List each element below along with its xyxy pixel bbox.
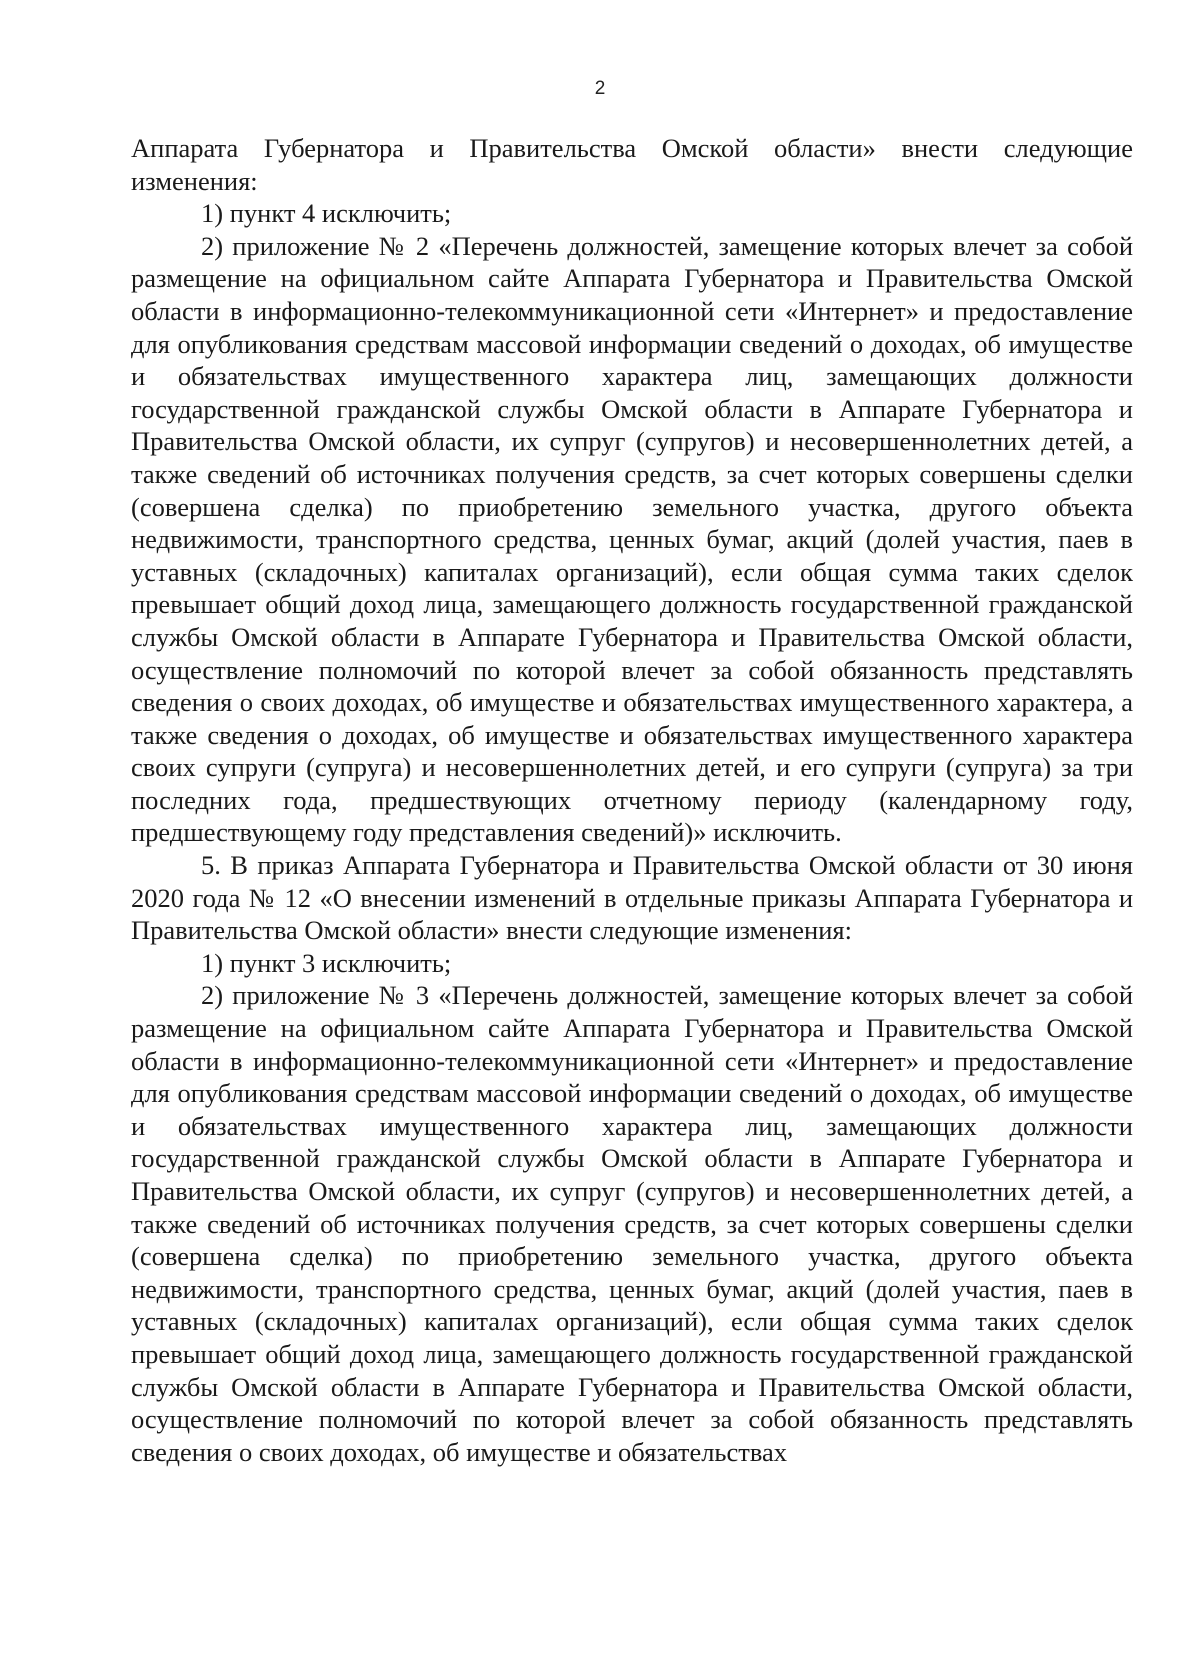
page-number: 2 [594, 78, 606, 99]
paragraph-item-1-point-4: 1) пункт 4 исключить; [201, 198, 452, 229]
paragraph-item-2-appendix-3: 2) приложение № 3 «Перечень должностей, замещение которых влечет за собой размещение на официальном сайте Аппарата Губернатора и Правительства Омской области в информационно-телекоммуникационной сети «Интернет» и предоставление для опубликования средствам массовой информации сведений о доходах, об имуществе и обязательствах имущественного характера лиц, замещающих должности государственной гражданской службы Омской области в Аппарате Губернатора и Правительства Омской области, их супруг (супругов) и несовершеннолетних детей, а также сведений об источниках получения средств, за счет которых совершены сделки (совершена сделка) по приобретению земельного участка, другого объекта недвижимости, транспортного средства, ценных бумаг, акций (долей участия, паев в уставных (складочных) капиталах организаций), если общая сумма таких сделок превышает общий доход лица, замещающего должность государственной гражданской службы Омской области в Аппарате Губернатора и Правительства Омской области, осуществление полномочий по которой влечет за собой обязанность представлять сведения о своих доходах, об имуществе и обязательствах [131, 980, 1133, 1467]
paragraph-section-5: 5. В приказ Аппарата Губернатора и Правительства Омской области от 30 июня 2020 года № 12 «О внесении изменений в отдельные приказы Аппарата Губернатора и Правительства Омской области» внести следующие изменения: [131, 850, 1133, 946]
paragraph-item-1-point-3: 1) пункт 3 исключить; [201, 947, 452, 978]
document-body [131, 132, 1133, 1468]
paragraph-continuation: Аппарата Губернатора и Правительства Омской области» внести следующие изменения: [131, 133, 1133, 196]
paragraph-item-2-appendix-2: 2) приложение № 2 «Перечень должностей, замещение которых влечет за собой размещение на официальном сайте Аппарата Губернатора и Правительства Омской области в информационно-телекоммуникационной сети «Интернет» и предоставление для опубликования средствам массовой информации сведений о доходах, об имуществе и обязательствах имущественного характера лиц, замещающих должности государственной гражданской службы Омской области в Аппарате Губернатора и Правительства Омской области, их супруг (супругов) и несовершеннолетних детей, а также сведений об источниках получения средств, за счет которых совершены сделки (совершена сделка) по приобретению земельного участка, другого объекта недвижимости, транспортного средства, ценных бумаг, акций (долей участия, паев в уставных (складочных) капиталах организаций), если общая сумма таких сделок превышает общий доход лица, замещающего должность государственной гражданской службы Омской области в Аппарате Губернатора и Правительства Омской области, осуществление полномочий по которой влечет за собой обязанность представлять сведения о своих доходах, об имуществе и обязательствах имущественного характера, а также сведения о доходах, об имуществе и обязательствах имущественного характера своих супруги (супруга) и несовершеннолетних детей, и его супруги (супруга) за три последних года, предшествующих отчетному периоду (календарному году, предшествующему году представления сведений)» исключить. [131, 230, 1133, 848]
